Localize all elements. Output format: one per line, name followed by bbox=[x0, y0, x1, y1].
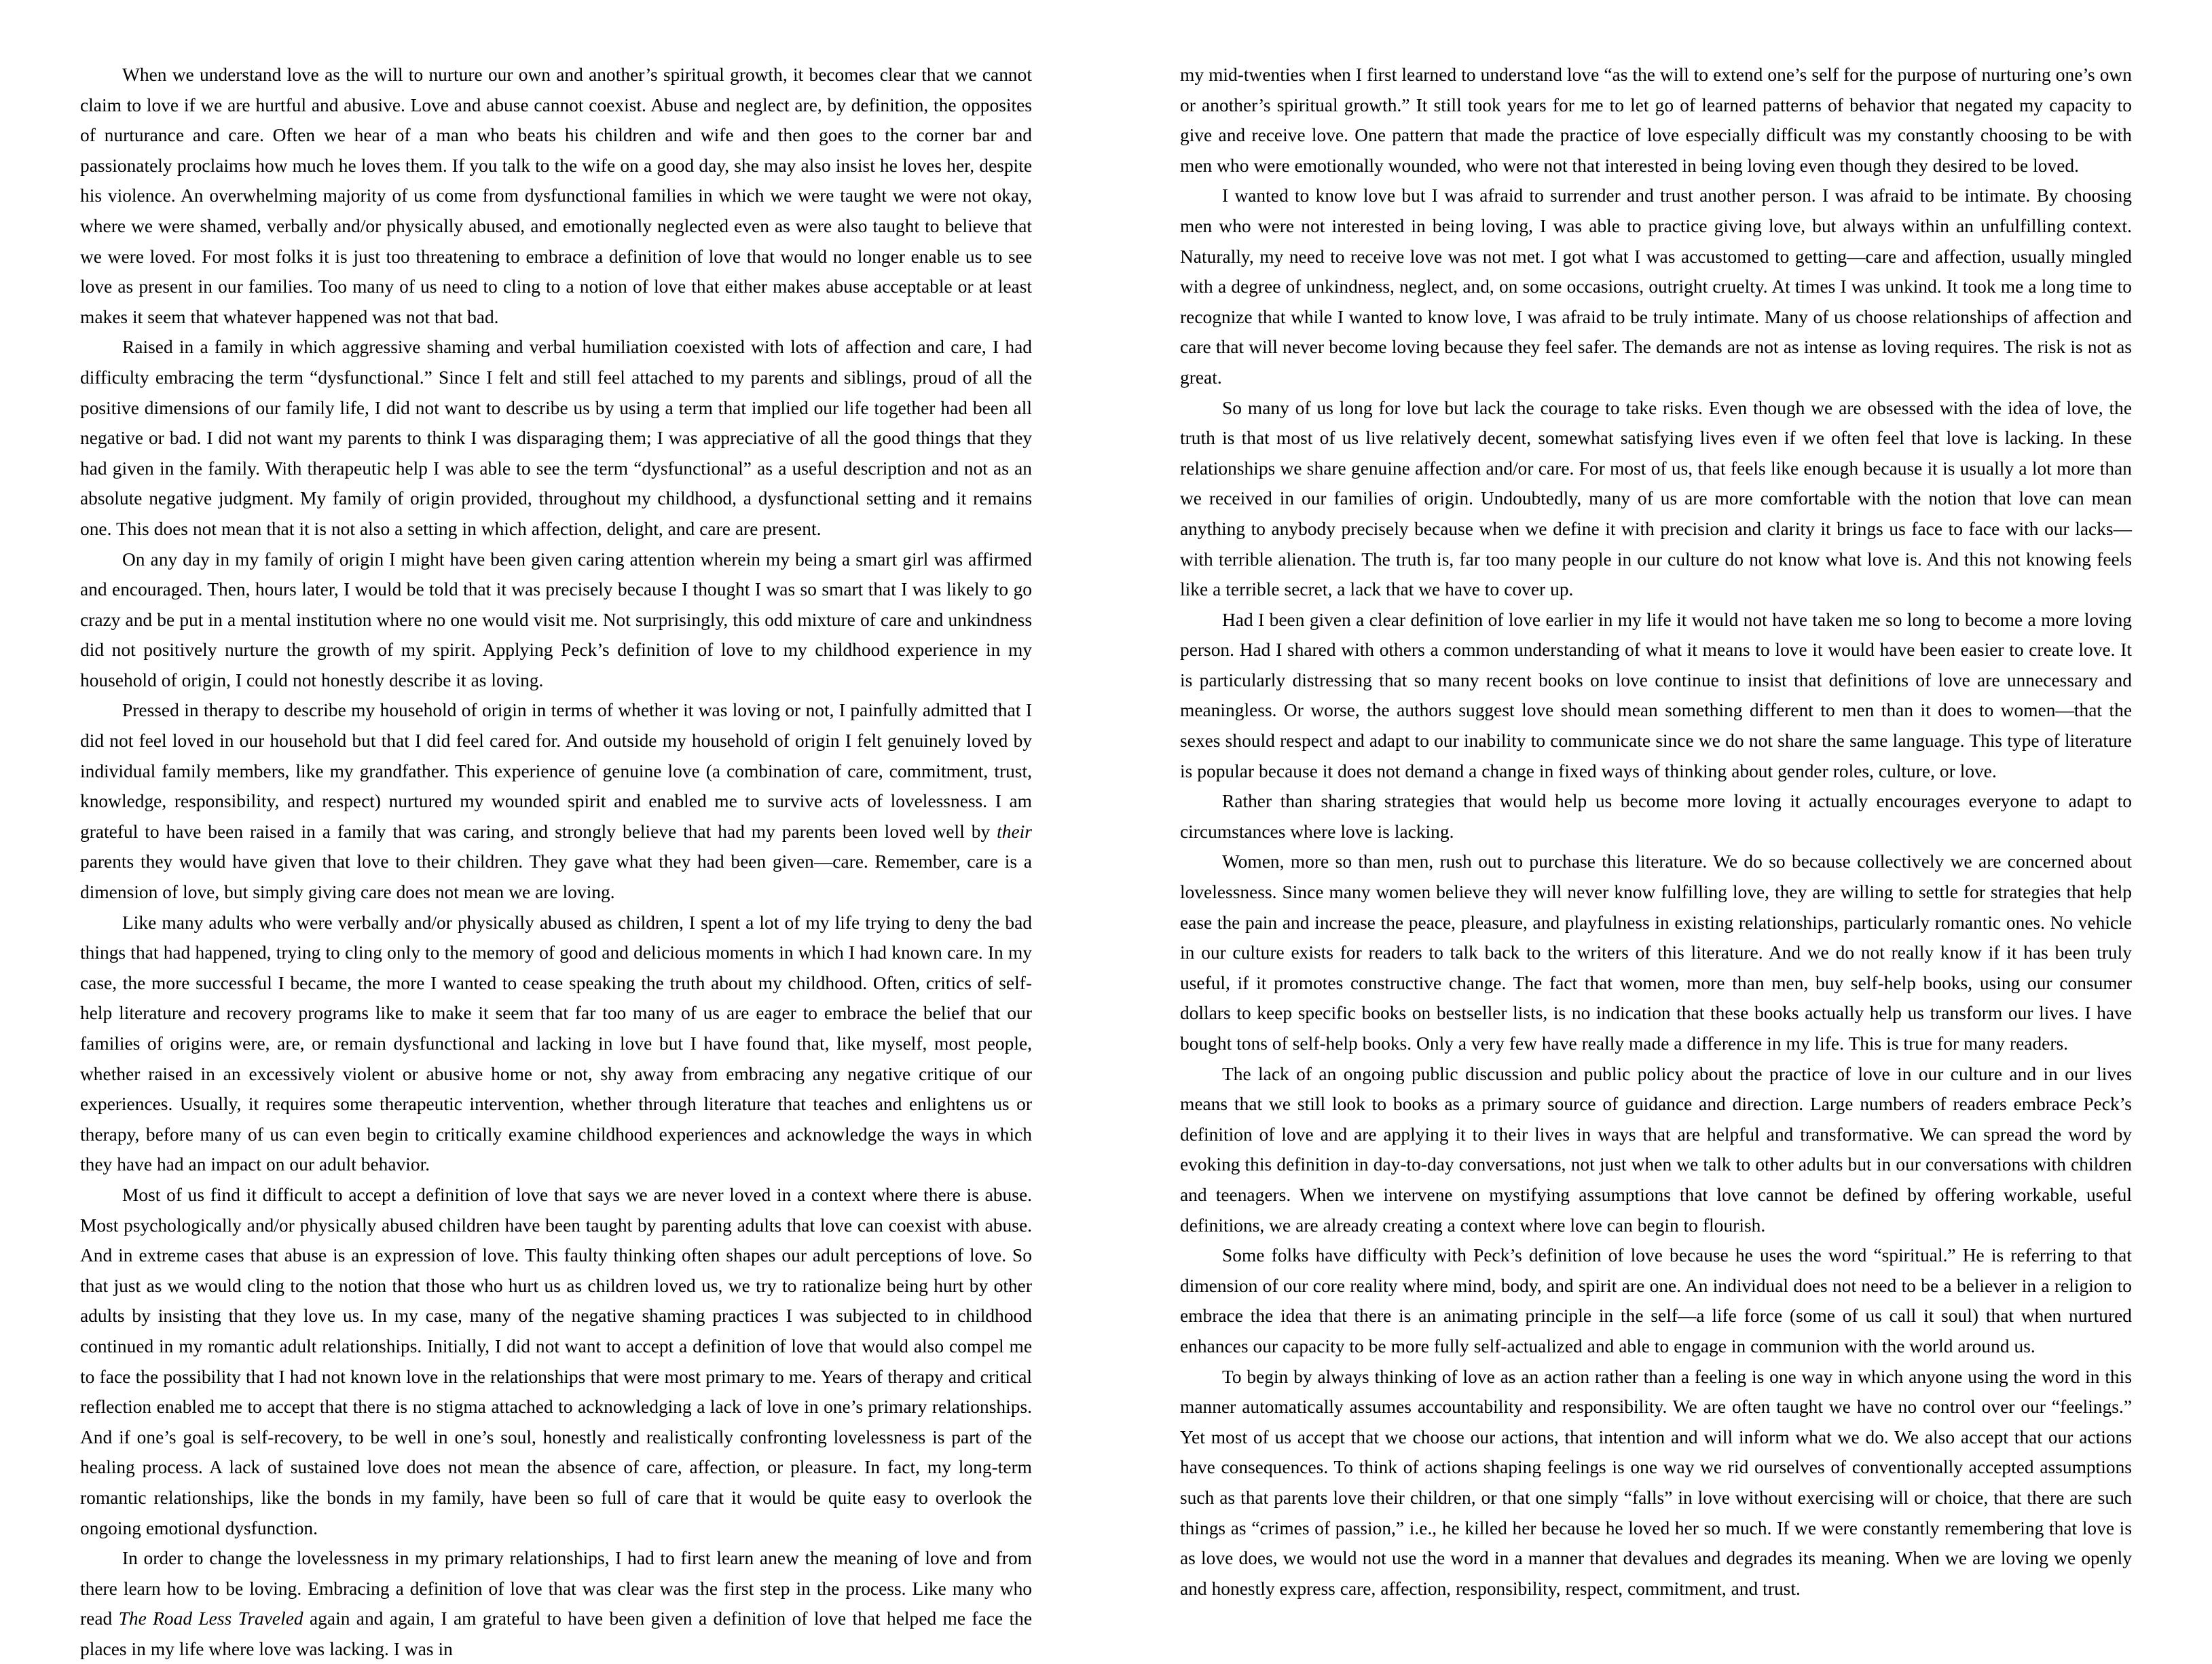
paragraph: To begin by always thinking of love as an action rather than a feeling is one way in which anyone using the word in this manner automatically assumes accountability and responsibility. We are often taught we have no control over our “feelings.” Yet most of us accept that we choose our actions, that intention and will inform what we do. We also accept that our actions have consequences. To think of actions shaping feelings is one way we rid ourselves of conventionally accepted assumptions such as that parents love their children, or that one simply “falls” in love without exercising will or choice, that there are such things as “crimes of passion,” i.e., he killed her because he loved her so much. If we were constantly remembering that love is as love does, we would not use the word in a manner that devalues and degrades its meaning. When we are loving we openly and honestly express care, affection, responsibility, respect, commitment, and trust. bbox=[1180, 1366, 2132, 1599]
column-container bbox=[80, 60, 2132, 1659]
paragraph: Raised in a family in which aggressive shaming and verbal humiliation coexisted with lots of affection and care, I had difficulty embracing the term “dysfunctional.” Since I felt and still feel attached to my parents and siblings, proud of all the positive dimensions of our family life, I did not want to describe us by using a term that implied our life together had been all negative or bad. I did not want my parents to think I was disparaging them; I was appreciative of all the good things that they had given in the family. With therapeutic help I was able to see the term “dysfunctional” as a useful description and not as an absolute negative judgment. My family of origin provided, throughout my childhood, a dysfunctional setting and it remains one. This does not mean that it is not also a setting in which affection, delight, and care are present. bbox=[80, 337, 1032, 539]
paragraph: Some folks have difficulty with Peck’s definition of love because he uses the word “spiritual.” He is referring to that dimension of our core reality where mind, body, and spirit are one. An individual does not need to be a believer in a religion to embrace the idea that there is an animating principle in the self—a life force (some of us call it soul) that when nurtured enhances our capacity to be more fully self-actualized and able to engage in communion with the world around us. bbox=[1180, 1245, 2132, 1356]
paragraph-with-book-title: In order to change the lovelessness in my primary relationships, I had to first learn anew the meaning of love and from there learn how to be loving. Embracing a definition of love that was clear was the first step in the process. Like many who read The Road Less Traveled again and again, I am grateful to have been given a definition of love that helped me face the places in my life where love was lacking. I was in bbox=[80, 1548, 1033, 1659]
left-text-column bbox=[80, 60, 1032, 1664]
paragraph: Like many adults who were verbally and/or physically abused as children, I spent a lot of my life trying to deny the bad things that had happened, trying to cling only to the memory of good and delicious moments in which I had known care. In my case, the more successful I became, the more I wanted to cease speaking the truth about my childhood. Often, critics of self-help literature and recovery programs like to make it seem that far too many of us are eager to embrace the belief that our families of origins were, are, or remain dysfunctional and lacking in love but I have found that, like myself, most people, whether raised in an excessively violent or abusive home or not, shy away from embracing any negative critique of our experiences. Usually, it requires some therapeutic intervention, whether through literature that teaches and enlightens us or therapy, before many of us can even begin to critically examine childhood experiences and acknowledge the ways in which they have had an impact on our adult behavior. bbox=[80, 912, 1032, 1175]
paragraph-with-italic: Pressed in therapy to describe my household of origin in terms of whether it was loving or not, I painfully admitted that I did not feel loved in our household but that I did feel cared for. And outside my household of origin I felt genuinely loved by individual family members, like my grandfather. This experience of genuine love (a combination of care, commitment, trust, knowledge, responsibility, and respect) nurtured my wounded spirit and enabled me to survive acts of lovelessness. I am grateful to have been raised in a family that was caring, and strongly believe that had my parents been loved well by their parents they would have given that love to their children. They gave what they had been given—care. Remember, care is a dimension of love, but simply giving care does not mean we are loving. bbox=[80, 700, 1032, 903]
paragraph: When we understand love as the will to nurture our own and another’s spiritual growth, it becomes clear that we cannot claim to love if we are hurtful and abusive. Love and abuse cannot coexist. Abuse and neglect are, by definition, the opposites of nurturance and care. Often we hear of a man who beats his children and wife and then goes to the corner bar and passionately proclaims how much he loves them. If you talk to the wife on a good day, she may also insist he loves her, despite his violence. An overwhelming majority of us come from dysfunctional families in which we were taught we were not okay, where we were shamed, verbally and/or physically abused, and emotionally neglected even as were also taught to believe that we were loved. For most folks it is just too threatening to embrace a definition of love that would no longer enable us to see love as present in our families. Too many of us need to cling to a notion of love that either makes abuse acceptable or at least makes it seem that whatever happened was not that bad. bbox=[80, 64, 1032, 327]
paragraph: The lack of an ongoing public discussion and public policy about the practice of love in our culture and in our lives means that we still look to books as a primary source of guidance and direction. Large numbers of readers embrace Peck’s definition of love and are applying it to their lives in ways that are helpful and transformative. We can spread the word by evoking this definition in day-to-day conversations, not just when we talk to other adults but in our conversations with children and teenagers. When we intervene on mystifying assumptions that love cannot be defined by offering workable, useful definitions, we are already creating a context where love can begin to flourish. bbox=[1180, 1063, 2132, 1236]
paragraph: Most of us find it difficult to accept a definition of love that says we are never loved in a context where there is abuse. Most psychologically and/or physically abused children have been taught by parenting adults that love can coexist with abuse. And in extreme cases that abuse is an expression of love. This faulty thinking often shapes our adult perceptions of love. So that just as we would cling to the notion that those who hurt us as children loved us, we try to rationalize being hurt by other adults by insisting that they love us. In my case, many of the negative shaming practices I was subjected to in childhood continued in my romantic adult relationships. Initially, I did not want to accept a definition of love that would also compel me to face the possibility that I had not known love in the relationships that were most primary to me. Years of therapy and critical reflection enabled me to accept that there is no stigma attached to acknowledging a lack of love in one’s primary relationships. And if one’s goal is self-recovery, to be well in one’s soul, honestly and realistically confronting lovelessness is part of the healing process. A lack of sustained love does not mean the absence of care, affection, or pleasure. In fact, my long-term romantic relationships, like the bonds in my family, have been so full of care that it would be quite easy to overlook the ongoing emotional dysfunction. bbox=[80, 1184, 1032, 1538]
paragraph: Women, more so than men, rush out to purchase this literature. We do so because collectively we are concerned about lovelessness. Since many women believe they will never know fulfilling love, they are willing to settle for strategies that help ease the pain and increase the peace, pleasure, and playfulness in existing relationships, particularly romantic ones. No vehicle in our culture exists for readers to talk back to the writers of this literature. And we do not really know if it has been truly useful, if it promotes constructive change. The fact that women, more than men, buy self-help books, using our consumer dollars to keep specific books on bestseller lists, is no indication that these books actually help us transform our lives. I have bought tons of self-help books. Only a very few have really made a difference in my life. This is true for many readers. bbox=[1180, 851, 2132, 1054]
paragraph: Rather than sharing strategies that would help us become more loving it actually encourages everyone to adapt to circumstances where love is lacking. bbox=[1180, 791, 2132, 842]
paragraph: On any day in my family of origin I might have been given caring attention wherein my being a smart girl was affirmed and encouraged. Then, hours later, I would be told that it was precisely because I thought I was so smart that I was likely to go crazy and be put in a mental institution where no one would visit me. Not surprisingly, this odd mixture of care and unkindness did not positively nurture the growth of my spirit. Applying Peck’s definition of love to my childhood experience in my household of origin, I could not honestly describe it as loving. bbox=[80, 549, 1032, 690]
right-text-column bbox=[1180, 60, 2132, 1604]
italic-text: their bbox=[997, 821, 1032, 842]
paragraph: Had I been given a clear definition of love earlier in my life it would not have taken me so long to become a more loving person. Had I shared with others a common understanding of what it means to love it would have been easier to create love. It is particularly distressing that so many recent books on love continue to insist that definitions of love are unnecessary and meaningless. Or worse, the authors suggest love should mean something different to men than it does to women—that the sexes should respect and adapt to our inability to communicate since we do not share the same language. This type of literature is popular because it does not demand a change in fixed ways of thinking about gender roles, culture, or love. bbox=[1180, 609, 2132, 781]
paragraph-continuation: my mid-twenties when I first learned to understand love “as the will to extend one’s self for the purpose of nurturing one’s own or another’s spiritual growth.” It still took years for me to let go of learned patterns of behavior that negated my capacity to give and receive love. One pattern that made the practice of love especially difficult was my constantly choosing to be with men who were emotionally wounded, who were not that interested in being loving even though they desired to be loved. bbox=[1180, 64, 2132, 176]
paragraph: I wanted to know love but I was afraid to surrender and trust another person. I was afraid to be intimate. By choosing men who were not interested in being loving, I was able to practice giving love, but always within an unfulfilling context. Naturally, my need to receive love was not met. I got what I was accustomed to getting—care and affection, usually mingled with a degree of unkindness, neglect, and, on some occasions, outright cruelty. At times I was unkind. It took me a long time to recognize that while I wanted to know love, I was afraid to be truly intimate. Many of us choose relationships of affection and care that will never become loving because they feel safer. The demands are not as intense as loving requires. The risk is not as great. bbox=[1180, 185, 2132, 388]
paragraph: So many of us long for love but lack the courage to take risks. Even though we are obsessed with the idea of love, the truth is that most of us live relatively decent, somewhat satisfying lives even if we often feel that love is lacking. In these relationships we share genuine affection and/or care. For most of us, that feels like enough because it is usually a lot more than we received in our families of origin. Undoubtedly, many of us are more comfortable with the notion that love can mean anything to anybody precisely because when we define it with precision and clarity it brings us face to face with our lacks—with terrible alienation. The truth is, far too many people in our culture do not know what love is. And this not knowing feels like a terrible secret, a lack that we have to cover up. bbox=[1180, 397, 2132, 600]
italic-text: The Road Less Traveled bbox=[118, 1608, 303, 1629]
